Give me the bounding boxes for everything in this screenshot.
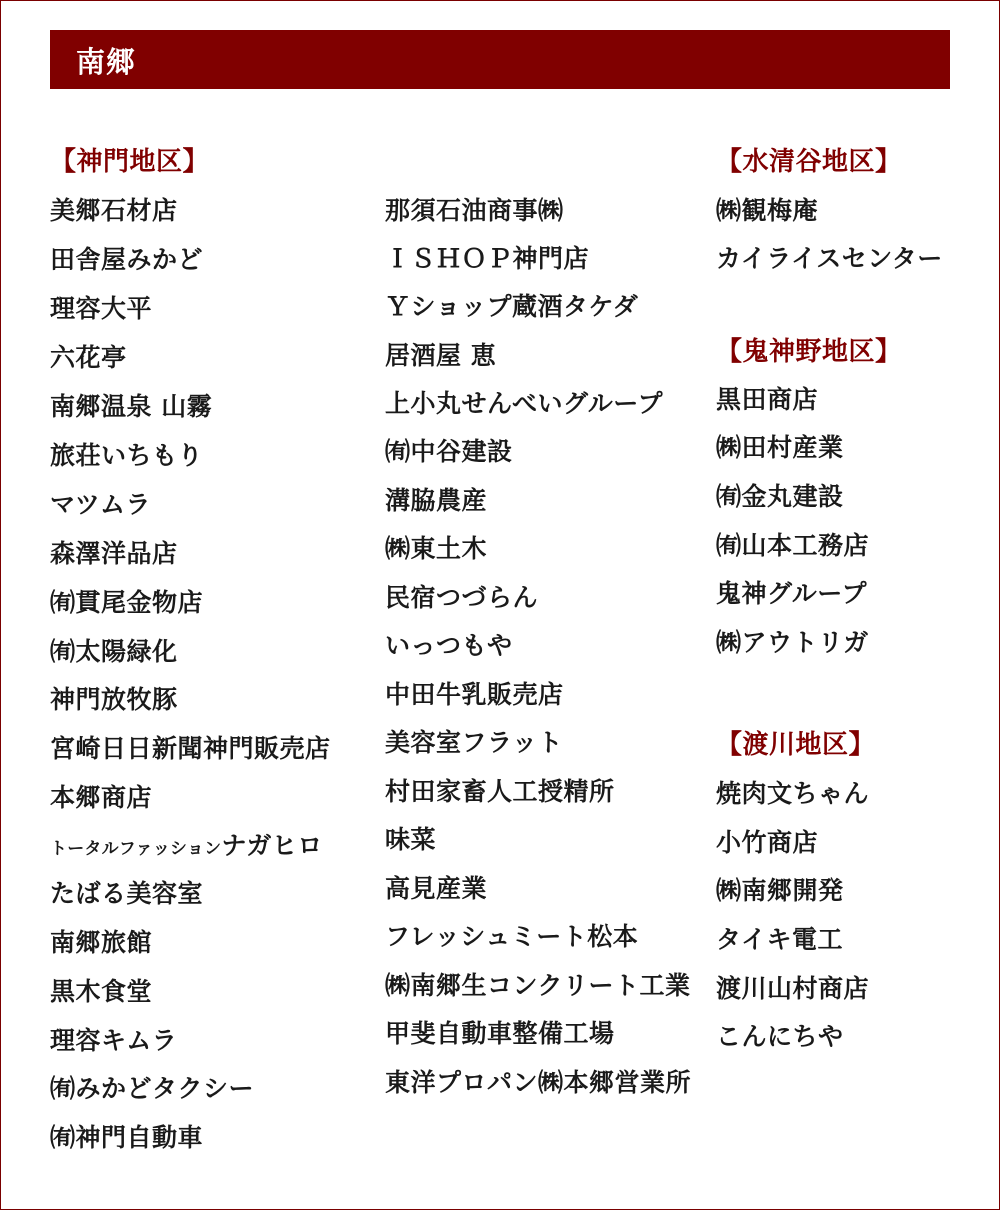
list-item: 旅荘いちもり: [50, 441, 204, 470]
district-heading-kamikado: 【神門地区】: [50, 147, 210, 177]
list-item: マツムラ: [50, 490, 152, 519]
list-item: 美容室フラット: [385, 728, 564, 757]
list-item: 居酒屋 恵: [385, 341, 497, 370]
list-item: ㈱南郷生コンクリート工業: [385, 971, 691, 1000]
list-item: ㈲金丸建設: [716, 482, 844, 511]
list-item: ㈱観梅庵: [716, 196, 819, 225]
list-item: 鬼神グループ: [716, 579, 868, 608]
list-item: ㈲みかどタクシー: [50, 1074, 255, 1103]
list-item: ㈲山本工務店: [716, 531, 870, 560]
list-item: 小竹商店: [716, 828, 819, 857]
list-item: 黒木食堂: [50, 977, 153, 1006]
list-item: ㈲神門自動車: [50, 1123, 204, 1152]
section-header: [50, 30, 950, 89]
district-heading-kijino: 【鬼神野地区】: [716, 337, 902, 367]
list-item: 上小丸せんべいグループ: [385, 389, 664, 418]
list-item: フレッシュミート松本: [385, 922, 639, 951]
list-item: 民宿つづらん: [385, 583, 539, 612]
list-item: ㈲太陽緑化: [50, 637, 178, 666]
list-item: 森澤洋品店: [50, 539, 178, 568]
district-heading-mizukiyodani: 【水清谷地区】: [716, 147, 902, 177]
list-item: カイライスセンター: [716, 244, 943, 273]
list-item: 本郷商店: [50, 783, 153, 812]
list-item: 那須石油商事㈱: [385, 196, 564, 225]
list-item: 六花亭: [50, 343, 127, 372]
list-item: ㈱南郷開発: [716, 876, 844, 905]
district-heading-dogawa: 【渡川地区】: [716, 730, 876, 760]
list-item: ㈱田村産業: [716, 433, 844, 462]
list-item: 黒田商店: [716, 385, 819, 414]
list-item: 田舎屋みかど: [50, 245, 204, 274]
list-item: 美郷石材店: [50, 196, 178, 225]
list-item: ㈲貫尾金物店: [50, 588, 204, 617]
list-item-suffix: ナガヒロ: [221, 831, 323, 860]
list-item: 渡川山村商店: [716, 974, 870, 1003]
list-item: 中田牛乳販売店: [385, 680, 564, 709]
list-item: いっつもや: [385, 631, 513, 660]
list-item: 理容キムラ: [50, 1026, 178, 1055]
list-item: 理容大平: [50, 294, 153, 323]
list-item: たばる美容室: [50, 879, 204, 908]
section-title: 南郷: [76, 45, 137, 79]
list-item: 南郷温泉 山霧: [50, 392, 213, 421]
list-item: ＩＳＨＯＰ神門店: [385, 244, 590, 273]
list-item: 宮崎日日新聞神門販売店: [50, 734, 331, 763]
list-item: 甲斐自動車整備工場: [385, 1019, 615, 1048]
list-item: Ｙショップ蔵酒タケダ: [385, 292, 639, 321]
list-item: 村田家畜人工授精所: [385, 777, 615, 806]
list-item: 南郷旅館: [50, 928, 153, 957]
list-item: 味菜: [385, 825, 437, 854]
list-item: ㈱アウトリガ: [716, 628, 869, 657]
list-item-prefix: トータルファッション: [50, 839, 222, 859]
list-item: タイキ電工: [716, 925, 844, 954]
list-item: 東洋プロパン㈱本郷営業所: [385, 1068, 692, 1097]
list-item: こんにちや: [716, 1022, 844, 1051]
list-item: ㈲中谷建設: [385, 437, 513, 466]
list-item: ㈱東土木: [385, 534, 488, 563]
list-item: 焼肉文ちゃん: [716, 779, 870, 808]
list-item: 神門放牧豚: [50, 685, 178, 714]
list-item: 高見産業: [385, 874, 488, 903]
list-item: 溝脇農産: [385, 486, 488, 515]
list-item: [50, 830, 323, 865]
